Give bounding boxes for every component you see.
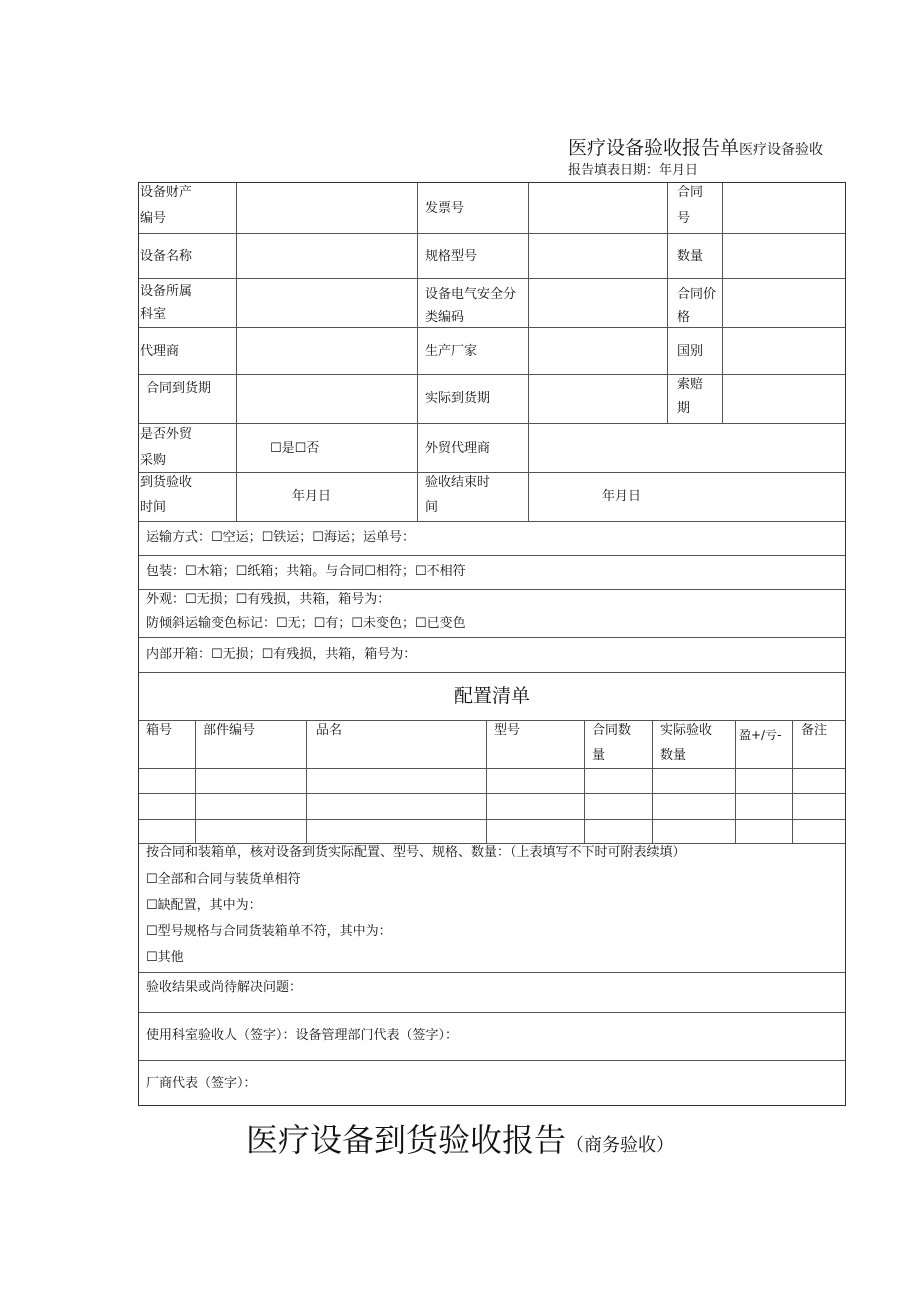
- col-divider: [236, 472, 237, 521]
- row-divider: [139, 819, 845, 820]
- report-title-main: 医疗设备验收报告单: [568, 137, 740, 159]
- col-divider: [417, 183, 418, 521]
- label-check-end-time: 验收结束时: [425, 475, 491, 490]
- label-check-end-time-2: 间: [425, 500, 439, 515]
- label-foreign-trade-2: 采购: [140, 453, 167, 468]
- label-electrical-class: 设备电气安全分: [425, 287, 517, 302]
- label-claim-period: 索赔: [677, 377, 704, 392]
- footer-title-main: 医疗设备到货验收报告: [245, 1121, 566, 1159]
- label-asset-no: 设备财产: [140, 185, 193, 200]
- result-label: 验收结果或尚待解决问题：: [146, 980, 303, 995]
- col-header-item-name: 品名: [316, 723, 343, 738]
- label-arrival-check-time: 到货验收: [140, 475, 193, 490]
- col-header-part-no: 部件编号: [203, 723, 256, 738]
- label-contract-arrival: 合同到货期: [146, 381, 212, 396]
- label-asset-no-2: 编号: [140, 211, 167, 226]
- verify-option-other[interactable]: ☐其他: [146, 950, 184, 965]
- row-divider: [139, 768, 845, 769]
- transport-method-line[interactable]: 运输方式：☐空运；☐铁运；☐海运；运单号：: [146, 530, 415, 545]
- label-invoice-no: 发票号: [425, 201, 465, 216]
- row-divider: [139, 423, 845, 424]
- col-header-contract-qty: 合同数: [592, 723, 632, 738]
- check-end-date[interactable]: 年月日: [602, 489, 642, 504]
- verify-option-missing-config[interactable]: ☐缺配置，其中为：: [146, 898, 262, 913]
- col-divider: [792, 720, 793, 843]
- label-model-spec: 规格型号: [425, 249, 478, 264]
- foreign-trade-yes-no-checkboxes[interactable]: ☐是☐否: [270, 441, 320, 456]
- row-divider: [139, 327, 845, 328]
- appearance-line[interactable]: 外观：☐无损；☐有残损，共箱，箱号为：: [146, 592, 391, 607]
- label-department: 设备所属: [140, 284, 193, 299]
- col-header-box-no: 箱号: [146, 723, 173, 738]
- vendor-signature-line: 厂商代表（签字）：: [146, 1076, 257, 1091]
- label-electrical-class-2: 类编码: [425, 310, 465, 325]
- label-manufacturer: 生产厂家: [425, 344, 478, 359]
- acceptance-form-table: [138, 182, 846, 1106]
- label-country: 国别: [677, 344, 704, 359]
- col-divider: [735, 720, 736, 843]
- col-header-surplus-deficit: 盈+/亏-: [739, 728, 782, 742]
- col-divider: [667, 183, 668, 423]
- label-arrival-check-time-2: 时间: [140, 500, 167, 515]
- label-claim-period-2: 期: [677, 401, 691, 416]
- col-header-actual-qty: 实际验收: [660, 723, 713, 738]
- col-divider: [195, 720, 196, 843]
- label-department-2: 科室: [140, 307, 167, 322]
- verify-option-all-match[interactable]: ☐全部和合同与装货单相符: [146, 872, 301, 887]
- config-list-title: 配置清单: [453, 685, 530, 707]
- label-contract-no-2: 号: [677, 211, 691, 226]
- col-divider: [584, 720, 585, 843]
- label-actual-arrival: 实际到货期: [425, 391, 491, 406]
- row-divider: [139, 637, 845, 638]
- col-divider: [652, 720, 653, 843]
- row-divider: [139, 1012, 845, 1013]
- col-header-model: 型号: [494, 723, 521, 738]
- arrival-check-date[interactable]: 年月日: [292, 489, 332, 504]
- dept-signature-line: 使用科室验收人（签字）：设备管理部门代表（签字）：: [146, 1028, 459, 1043]
- label-foreign-agent: 外贸代理商: [425, 441, 491, 456]
- label-contract-no: 合同: [677, 185, 704, 200]
- footer-title: [0, 1115, 920, 1161]
- row-divider: [139, 233, 845, 234]
- tilt-indicator-line[interactable]: 防倾斜运输变色标记：☐无；☐有；☐未变色；☐已变色: [146, 616, 466, 631]
- col-header-remarks: 备注: [801, 723, 828, 738]
- label-foreign-trade: 是否外贸: [140, 427, 193, 442]
- verify-instruction: 按合同和装箱单，核对设备到货实际配置、型号、规格、数量：（上表填写不下时可附表续填）: [146, 845, 686, 860]
- row-divider: [139, 374, 845, 375]
- col-divider: [236, 183, 237, 472]
- row-divider: [139, 972, 845, 973]
- label-contract-price-2: 格: [677, 310, 691, 325]
- label-quantity: 数量: [677, 249, 704, 264]
- label-device-name: 设备名称: [140, 249, 193, 264]
- report-title-suffix: 医疗设备验收: [739, 142, 824, 158]
- footer-title-subtitle: （商务验收）: [566, 1135, 674, 1156]
- verify-option-model-mismatch[interactable]: ☐型号规格与合同货装箱单不符，其中为：: [146, 924, 392, 939]
- row-divider: [139, 521, 845, 522]
- row-divider: [139, 555, 845, 556]
- report-title: [568, 133, 823, 160]
- internal-unpacking-line[interactable]: 内部开箱：☐无损；☐有残损，共箱，箱号为：: [146, 647, 417, 662]
- col-divider: [528, 183, 529, 521]
- col-divider: [486, 720, 487, 843]
- col-divider: [306, 720, 307, 843]
- col-header-actual-qty-2: 数量: [660, 748, 687, 763]
- col-header-contract-qty-2: 量: [592, 748, 606, 763]
- packing-line[interactable]: 包装：☐木箱；☐纸箱；共箱。与合同☐相符；☐不相符: [146, 564, 466, 579]
- row-divider: [139, 793, 845, 794]
- fill-date-line: 报告填表日期：年月日: [568, 163, 699, 178]
- row-divider: [139, 278, 845, 279]
- row-divider: [139, 672, 845, 673]
- row-divider: [139, 472, 845, 473]
- row-divider: [139, 1060, 845, 1061]
- label-agent: 代理商: [140, 344, 180, 359]
- col-divider: [722, 183, 723, 423]
- label-contract-price: 合同价: [677, 287, 717, 302]
